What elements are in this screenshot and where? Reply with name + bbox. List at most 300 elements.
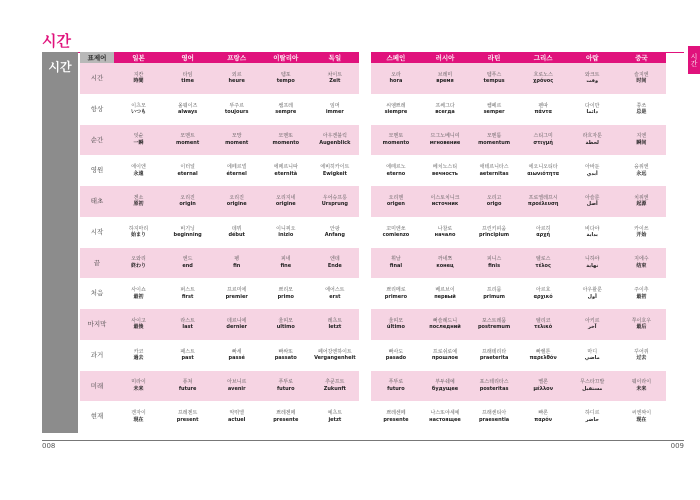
pronunciation: 펭 (234, 256, 240, 263)
pronunciation: 에비히카이트 (320, 164, 350, 171)
pronunciation: 프린키피움 (482, 225, 507, 232)
pronunciation: 모멘트 (180, 133, 195, 140)
pronunciation: 패스트 (180, 348, 195, 355)
pronunciation: 스티그미 (533, 133, 553, 140)
pronunciation: 울띠모 (388, 317, 404, 324)
pronunciation: 우어슈프룽 (322, 194, 347, 201)
translation-cell (163, 63, 212, 94)
foreign-word: Ewigkeit (322, 170, 347, 177)
translation-cell (261, 94, 310, 125)
translation-cell (519, 401, 568, 432)
foreign-word: origen (386, 201, 405, 208)
translation-cell (163, 401, 212, 432)
pronunciation: 웨이라이 (631, 379, 652, 386)
pronunciation: 퓨쳐 (182, 379, 193, 386)
foreign-word: actuel (227, 416, 246, 423)
column-gap (359, 248, 371, 279)
foreign-word: tempo (276, 78, 295, 85)
pronunciation: 주이추 (634, 287, 649, 294)
foreign-word: πάντα (534, 109, 552, 116)
pronunciation: 쁘리메로 (386, 287, 406, 294)
table-row (80, 309, 666, 340)
foreign-word: 一瞬 (133, 139, 144, 146)
headword-cell: 시간 (80, 63, 114, 94)
foreign-word: أول (587, 293, 597, 300)
pronunciation: 쁘레젠떼 (276, 410, 296, 417)
translation-cell (114, 63, 163, 94)
table-header-row (80, 52, 666, 63)
foreign-word: origine (226, 201, 247, 208)
translation-cell (212, 371, 261, 402)
pronunciation: 아우겐블릭 (322, 133, 347, 140)
translation-cell (420, 248, 469, 279)
pronunciation: 차이트 (327, 71, 343, 78)
headword-cell: 항상 (80, 94, 114, 125)
pronunciation: 올웨이즈 (177, 102, 198, 109)
pronunciation: 텔로스 (535, 256, 551, 263)
pronunciation: 쁘레센떼 (386, 410, 406, 417)
translation-cell (261, 155, 310, 186)
foreign-word: 過去 (133, 355, 144, 362)
pronunciation: 페어강엔하이트 (317, 348, 352, 355)
foreign-word: finis (488, 262, 501, 269)
foreign-word: ماضي (584, 355, 600, 362)
pronunciation: 비기닝 (180, 225, 195, 232)
translation-cell (420, 63, 469, 94)
pronunciation: 외르 (231, 71, 242, 78)
pronunciation: 쌤프레 (278, 102, 294, 109)
translation-cell (310, 401, 359, 432)
translation-cell (114, 217, 163, 248)
headword-cell: 미래 (80, 371, 114, 402)
pronunciation: 프쎄그다 (435, 102, 455, 109)
foreign-word: praeterita (479, 355, 509, 362)
foreign-word: principium (479, 232, 510, 239)
translation-cell (310, 186, 359, 217)
pronunciation: 모멘툼 (486, 133, 502, 140)
column-header: 중국 (617, 52, 666, 63)
right-page-number: 009 (670, 442, 684, 450)
pronunciation: 데뷔 (231, 225, 242, 232)
translation-cell (617, 309, 666, 340)
headword-cell: 태초 (80, 186, 114, 217)
foreign-word: beginning (173, 232, 202, 239)
translation-cell (470, 155, 519, 186)
foreign-word: fine (280, 262, 292, 269)
foreign-word: 最后 (636, 324, 647, 331)
pronunciation: 카이쓰 (634, 225, 649, 232)
pronunciation: 아브니르 (227, 379, 247, 386)
column-gap (359, 63, 371, 94)
pronunciation: 잇슌 (133, 133, 144, 140)
translation-cell (212, 125, 261, 156)
foreign-word: momentum (478, 139, 511, 146)
foreign-word: presente (273, 416, 299, 423)
pronunciation: 지칸 (133, 71, 144, 78)
column-gap (359, 371, 371, 402)
pronunciation: 나찰로 (437, 225, 453, 232)
foreign-word: sempre (275, 109, 297, 116)
pronunciation: 엔데 (330, 256, 340, 263)
pronunciation: 이스토치니크 (430, 194, 460, 201)
pronunciation: 모멘또 (278, 133, 294, 140)
foreign-word: Zukunft (323, 385, 346, 392)
foreign-word: moment (225, 139, 249, 146)
pronunciation: 엔드 (182, 256, 193, 263)
pronunciation: 아바둔 (584, 164, 600, 171)
translation-cell (617, 217, 666, 248)
foreign-word: 最初 (636, 293, 647, 300)
foreign-word: Ursprung (321, 201, 348, 208)
pronunciation: 오라 (391, 71, 401, 78)
foreign-word: origo (486, 201, 502, 208)
foreign-word: eternità (274, 170, 298, 177)
pronunciation: 프래테리타 (482, 348, 507, 355)
translation-cell (568, 217, 617, 248)
translation-cell (114, 125, 163, 156)
translation-cell (617, 248, 666, 279)
translation-cell (371, 94, 420, 125)
foreign-word: passé (228, 355, 245, 362)
translation-cell (114, 309, 163, 340)
pronunciation: 빠론 (538, 410, 548, 417)
foreign-word: immer (325, 109, 344, 116)
foreign-word: momento (272, 139, 300, 146)
column-gap (359, 94, 371, 125)
pronunciation: 나스또야셰예 (430, 410, 460, 417)
foreign-word: 开始 (636, 232, 647, 239)
translation-cell (163, 278, 212, 309)
foreign-word: éternel (226, 170, 247, 177)
translation-cell (261, 248, 310, 279)
foreign-word: moment (176, 139, 200, 146)
translation-cell (212, 278, 261, 309)
translation-cell (617, 63, 666, 94)
pronunciation: 겐소 (133, 194, 144, 201)
translation-cell (114, 155, 163, 186)
translation-cell (261, 309, 310, 340)
pronunciation: 아키르 (584, 317, 600, 324)
translation-cell (163, 340, 212, 371)
headword-cell: 순간 (80, 125, 114, 156)
translation-cell (519, 340, 568, 371)
foreign-word: always (178, 109, 198, 116)
pronunciation: 휘날 (391, 256, 401, 263)
foreign-word: time (181, 78, 194, 85)
table-row (80, 340, 666, 371)
translation-cell (212, 155, 261, 186)
translation-cell (310, 155, 359, 186)
column-header: 스페인 (371, 52, 420, 63)
table-row (80, 155, 666, 186)
pronunciation: 미라이 (131, 379, 146, 386)
translation-cell (261, 340, 310, 371)
foreign-word: posteritas (479, 385, 509, 392)
column-header: 독일 (310, 52, 359, 63)
foreign-word: último (386, 324, 405, 331)
translation-cell (371, 217, 420, 248)
category-rail (42, 52, 78, 433)
foreign-word: end (182, 262, 193, 269)
headword-cell: 영원 (80, 155, 114, 186)
foreign-word: aeternitas (479, 170, 509, 177)
foreign-word: أبدي (586, 170, 598, 177)
translation-cell (420, 371, 469, 402)
foreign-word: Vergangenheit (314, 355, 356, 362)
translation-cell (261, 371, 310, 402)
foreign-word: وقت (586, 78, 599, 85)
foreign-word: postremum (477, 324, 511, 331)
foreign-word: بداية (586, 232, 598, 239)
translation-cell (163, 309, 212, 340)
pronunciation: 아우왈룬 (582, 287, 602, 294)
pronunciation: 에떼르니따 (273, 164, 298, 171)
foreign-word: τελικό (534, 324, 553, 331)
translation-cell (310, 94, 359, 125)
translation-cell (310, 248, 359, 279)
pronunciation: 라스트 (180, 317, 195, 324)
foreign-word: 最後 (133, 324, 144, 331)
translation-cell (212, 248, 261, 279)
side-tab[interactable]: 시간 (688, 46, 700, 74)
column-header: 이탈리아 (261, 52, 310, 63)
translation-cell (519, 63, 568, 94)
translation-cell (420, 186, 469, 217)
translation-cell (568, 155, 617, 186)
foreign-word: конец (436, 262, 454, 269)
column-header: 러시아 (420, 52, 469, 63)
foreign-word: semper (483, 109, 505, 116)
vocabulary-table (80, 52, 666, 432)
translation-cell (568, 94, 617, 125)
pronunciation: 브레미 (437, 71, 453, 78)
pronunciation: 쭝쓰 (636, 102, 647, 109)
translation-cell (114, 278, 163, 309)
translation-cell (568, 371, 617, 402)
translation-cell (519, 217, 568, 248)
foreign-word: hora (389, 78, 403, 85)
pronunciation: 카코 (133, 348, 144, 355)
foreign-word: أصل (586, 201, 598, 208)
translation-cell (470, 186, 519, 217)
pronunciation: 사이쇼 (131, 287, 146, 294)
foreign-word: 现在 (636, 416, 647, 423)
pronunciation: 오리헨 (388, 194, 404, 201)
foreign-word: 永遠 (133, 170, 144, 177)
pronunciation: 다이만 (584, 102, 600, 109)
foreign-word: heure (228, 78, 245, 85)
foreign-word: future (178, 385, 197, 392)
translation-cell (470, 63, 519, 94)
translation-cell (371, 371, 420, 402)
pronunciation: 피네 (280, 256, 291, 263)
translation-cell (371, 63, 420, 94)
pronunciation: 뻐슬례드니 (432, 317, 458, 324)
table-row (80, 371, 666, 402)
foreign-word: αρχή (536, 232, 551, 239)
translation-cell (420, 217, 469, 248)
table-row (80, 401, 666, 432)
foreign-word: τέλος (535, 262, 551, 269)
column-gap (359, 278, 371, 309)
pronunciation: 오리진 (180, 194, 195, 201)
pronunciation: 프리뭄 (486, 287, 502, 294)
translation-cell (617, 125, 666, 156)
foreign-word: 未来 (133, 385, 144, 392)
foreign-word: آخر (588, 324, 597, 331)
translation-cell (568, 401, 617, 432)
foreign-word: 起源 (636, 201, 647, 208)
foreign-word: letzt (328, 324, 342, 331)
column-header: 표제어 (80, 52, 114, 63)
translation-cell (163, 125, 212, 156)
table-row (80, 278, 666, 309)
pronunciation: 에어스트 (325, 287, 345, 294)
column-gap (359, 309, 371, 340)
pronunciation: 레츠트 (327, 317, 343, 324)
pronunciation: 에떼르넬 (227, 164, 247, 171)
pronunciation: 아르히 (535, 225, 551, 232)
pronunciation: 씨엠쁘레 (386, 102, 406, 109)
translation-cell (420, 401, 469, 432)
column-header: 라틴 (470, 52, 519, 63)
translation-cell (371, 186, 420, 217)
foreign-word: presente (383, 416, 409, 423)
translation-cell (568, 309, 617, 340)
translation-cell (212, 340, 261, 371)
foreign-word: Ende (327, 262, 342, 269)
table-row (80, 63, 666, 94)
pronunciation: 오리고 (486, 194, 502, 201)
foreign-word: 总是 (636, 109, 647, 116)
foreign-word: avenir (227, 385, 246, 392)
translation-cell (470, 278, 519, 309)
pronunciation: 오리진 (229, 194, 244, 201)
translation-cell (163, 186, 212, 217)
pronunciation: 이니찌오 (276, 225, 296, 232)
pronunciation: 베르브이 (435, 287, 455, 294)
pronunciation: 쎔페르 (486, 102, 502, 109)
translation-cell (212, 217, 261, 248)
translation-cell (617, 401, 666, 432)
translation-cell (470, 217, 519, 248)
translation-cell (371, 309, 420, 340)
foreign-word: 永远 (636, 170, 647, 177)
column-gap (359, 186, 371, 217)
headword-cell: 과거 (80, 340, 114, 371)
pronunciation: 데르니에 (227, 317, 247, 324)
pronunciation: 악뛰엘 (229, 410, 244, 417)
translation-cell (261, 278, 310, 309)
translation-cell (470, 371, 519, 402)
foreign-word: siempre (384, 109, 408, 116)
foreign-word: 最初 (133, 293, 144, 300)
translation-cell (310, 125, 359, 156)
translation-cell (519, 248, 568, 279)
foreign-word: 終わり (131, 262, 147, 269)
foreign-word: نهاية (586, 262, 599, 269)
pronunciation: 임머 (330, 102, 340, 109)
translation-cell (261, 401, 310, 432)
translation-cell (617, 340, 666, 371)
foreign-word: لحظة (585, 139, 599, 146)
pronunciation: 겐자이 (131, 410, 146, 417)
pronunciation: 모멘또 (388, 133, 404, 140)
table-body (80, 63, 666, 432)
foreign-word: последний (429, 324, 461, 331)
translation-cell (261, 63, 310, 94)
column-header: 영어 (163, 52, 212, 63)
pronunciation: 푸뚜로 (278, 379, 294, 386)
pronunciation: 융위엔 (634, 164, 649, 171)
headword-cell: 마지막 (80, 309, 114, 340)
translation-cell (568, 63, 617, 94)
foreign-word: eternal (177, 170, 198, 177)
table-row (80, 248, 666, 279)
foreign-word: Anfang (324, 232, 345, 239)
pronunciation: 까네쯔 (437, 256, 453, 263)
translation-cell (568, 340, 617, 371)
translation-cell (310, 217, 359, 248)
translation-cell (420, 278, 469, 309)
foreign-word: origine (275, 201, 296, 208)
translation-cell (114, 248, 163, 279)
foreign-word: στιγμή (533, 139, 553, 146)
translation-cell (261, 217, 310, 248)
translation-cell (617, 94, 666, 125)
pronunciation: 이츠모 (131, 102, 146, 109)
pronunciation: 오와리 (131, 256, 146, 263)
pronunciation: 퍼스트 (180, 287, 195, 294)
translation-cell (212, 186, 261, 217)
foreign-word: jetzt (328, 416, 342, 423)
pronunciation: 부두쉐예 (435, 379, 455, 386)
translation-cell (420, 94, 469, 125)
pronunciation: 에오니오티타 (528, 164, 558, 171)
translation-cell (371, 155, 420, 186)
foreign-word: مستقبل (582, 385, 603, 392)
pronunciation: 멜론 (538, 379, 548, 386)
foreign-word: present (176, 416, 199, 423)
page-title: 시간 (42, 32, 71, 50)
translation-cell (420, 340, 469, 371)
foreign-word: primero (384, 293, 408, 300)
translation-cell (371, 125, 420, 156)
headword-cell: 현재 (80, 401, 114, 432)
pronunciation: 하지마리 (128, 225, 149, 232)
pronunciation: 애테르니타스 (479, 164, 509, 171)
translation-cell (470, 125, 519, 156)
translation-cell (310, 340, 359, 371)
translation-cell (163, 94, 212, 125)
pronunciation: 프래센티아 (482, 410, 507, 417)
column-header: 그리스 (519, 52, 568, 63)
translation-cell (310, 63, 359, 94)
translation-cell (310, 278, 359, 309)
foreign-word: début (228, 232, 245, 239)
foreign-word: Augenblick (319, 139, 351, 146)
translation-cell (420, 125, 469, 156)
pronunciation: 에이엔 (131, 164, 146, 171)
pronunciation: 와크트 (584, 71, 600, 78)
foreign-word: вечность (432, 170, 458, 177)
pronunciation: 빠렐톤 (535, 348, 551, 355)
pronunciation: 프로쉬로예 (432, 348, 458, 355)
pronunciation: 비다야 (584, 225, 600, 232)
headword-cell: 처음 (80, 278, 114, 309)
foreign-word: 始まり (131, 232, 147, 239)
pronunciation: 에떼르노 (386, 164, 406, 171)
